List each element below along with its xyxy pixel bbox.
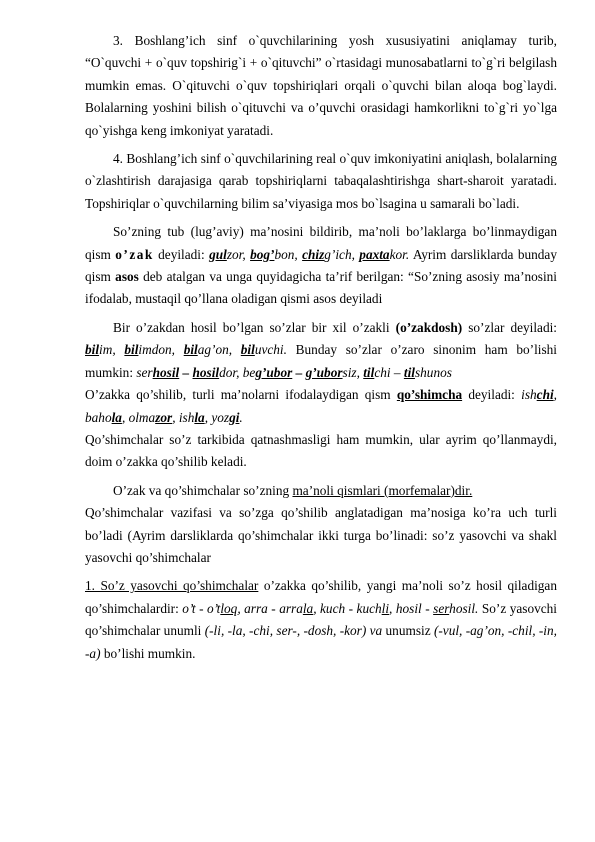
example-root: til — [363, 364, 375, 380]
term-ozakdosh: (o’zakdosh) — [395, 319, 463, 335]
example-root: bog’ — [250, 246, 275, 262]
example-suffix: bon, — [274, 246, 303, 262]
example-suffix: la — [302, 600, 314, 616]
example-root: hosil — [192, 364, 220, 380]
text: deb atalgan va unga quyidagicha ta’rif berilgan: “So’zning asosiy ma’nosini ifodalab, mustaqil qo’llana oladigan qismi asos deyiladi — [85, 269, 558, 307]
example-part: , hosil - — [389, 600, 434, 616]
example-part: , kuch - kuch — [313, 600, 382, 616]
example-root: hosil — [152, 364, 180, 380]
example-part: ser — [136, 364, 153, 380]
example-part: hosil. — [449, 600, 479, 616]
term-morfemalar: ma’noli qismlari (morfemalar)dir. — [292, 482, 473, 498]
example-suffix: la — [111, 409, 122, 425]
example-suffix: la — [194, 409, 205, 425]
example-suffix: chi — [536, 387, 554, 403]
example-root: paxta — [359, 246, 390, 262]
paragraph-1: 3. Boshlang’ich sinf o`quvchilarining yosh xususiyatini aniqlamay turib, “O`quvchi + o`quv topshirig`i + o`qituvchi” o`rtasidagi munosabatlarni to`g`ri belgilash mumkin emas. O`qituvchi o`quv topshiriqlari orqali o`quvchi bilan aloqa bog`laydi. Bolalarning yoshini bilish o`qituvchi va o’quvchi orasidagi hamkorlikni to`g`ri yo`lga qo`yishga keng imkoniyat yaratadi. — [85, 33, 557, 138]
paragraph-soz-yasovchi — [85, 575, 557, 665]
example-suffix: ser — [433, 600, 450, 616]
example-part: o’t - o’t — [182, 600, 221, 616]
text: deyiladi: — [462, 387, 522, 403]
example-root: g’ubor — [255, 364, 293, 380]
text: Bir o’zakdan hosil bo’lgan so’zlar bir xil o’zakli — [113, 319, 396, 335]
example-part: , yoz — [204, 409, 230, 425]
example-suffix: uvchi. — [254, 342, 287, 358]
example-part: , olma — [121, 409, 156, 425]
example-suffix: ag’on, — [197, 342, 241, 358]
dash: – — [292, 364, 306, 380]
text: So’z yasovchi qo’shimchalar unumli — [85, 600, 557, 639]
example-suffix: g’ich, — [324, 246, 360, 262]
example-root: bil — [85, 342, 100, 358]
heading-soz-yasovchi: 1. So’z yasovchi qo’shimchalar — [85, 578, 259, 594]
example-root: bil — [183, 342, 198, 358]
example-root: chiz — [302, 246, 325, 262]
example-part: , baho — [85, 387, 557, 425]
example-root: g’ubor — [305, 364, 343, 380]
example-suffix: li — [381, 600, 390, 616]
document-page — [85, 30, 557, 665]
example-part: . — [239, 409, 243, 425]
example-root: bil — [240, 342, 255, 358]
example-suffix: kor. — [389, 246, 410, 262]
text: unumsiz — [382, 623, 434, 639]
example-part: dor, be — [219, 364, 256, 380]
example-root: gul — [209, 246, 227, 262]
example-suffix: zor, — [226, 246, 251, 262]
example-suffix: im, — [99, 342, 125, 358]
example-part: siz, — [342, 364, 364, 380]
text: Ayrim darsliklarda bunday qism — [85, 246, 557, 285]
text: o’zakka qo’shilib, yangi ma’noli so’z hosil qiladigan qo’shimchalardir: — [85, 578, 557, 616]
example-part: , ish — [172, 409, 195, 425]
paragraph-morfemalar — [85, 480, 557, 502]
example-root: bil — [124, 342, 139, 358]
text: deyiladi: — [153, 246, 210, 262]
paragraph-qoshimcha — [85, 384, 557, 429]
example-suffix: gi — [229, 409, 240, 425]
example-suffix: zor — [155, 409, 173, 425]
paragraph-ozak-definition — [85, 221, 557, 311]
example-suffix: imdon, — [138, 342, 184, 358]
example-part: , arra - arra — [237, 600, 303, 616]
paragraph-6: Qo’shimchalar so’z tarkibida qatnashmasligi ham mumkin, ular ayrim qo’llanmaydi, doim o’zakka qo’shilib keladi. — [85, 431, 557, 470]
example-suffix: loq — [220, 600, 238, 616]
text: So’zning tub (lug’aviy) ma’nosini bildirib, ma’noli bo’laklarga bo’linmaydigan qism — [85, 224, 557, 262]
example-part: chi – — [374, 364, 404, 380]
text: Bunday so’zlar o’zaro sinonim ham bo’lishi mumkin: — [85, 342, 557, 380]
text: bo’lishi mumkin. — [100, 645, 196, 661]
example-part: shunos — [414, 364, 452, 380]
example-root: til — [403, 364, 415, 380]
productive-suffixes: (-li, -la, -chi, ser-, -dosh, -kor) va — [204, 623, 383, 639]
paragraph-2: 4. Boshlang’ich sinf o`quvchilarining real o`quv imkoniyatini aniqlash, bolalarning o`zlashtirish darajasiga qarab topshiriqlarni tabaqalashtirishga shart-sharoit yaratadi. Topshiriqlar o`quvchilarning bilim sa’viyasiga mos bo`lsagina u samarali bo`ladi. — [85, 151, 557, 211]
dash: – — [179, 364, 193, 380]
paragraph-8: Qo’shimchalar vazifasi va so’zga qo’shilib anglatadigan ma’nosiga ko’ra uch turli bo’ladi (Ayrim darsliklarda qo’shimchalar ikki turga bo’linadi: so’z yasovchi va shakl yasovchi qo’shimchalar — [85, 505, 557, 565]
text: so’zlar deyiladi: — [462, 319, 557, 335]
term-asos: asos — [115, 269, 139, 285]
term-qoshimcha: qo’shimcha — [396, 387, 463, 403]
text: O’zakka qo’shilib, turli ma’nolarni ifodalaydigan qism — [85, 387, 397, 403]
paragraph-ozakdosh — [85, 317, 557, 384]
unproductive-suffixes: (-vul, -ag’on, -chil, -in, -a) — [85, 623, 557, 661]
term-ozak: o’zak — [115, 246, 154, 262]
text: O’zak va qo’shimchalar so’zning — [113, 482, 293, 498]
example-part: ish — [521, 387, 537, 403]
